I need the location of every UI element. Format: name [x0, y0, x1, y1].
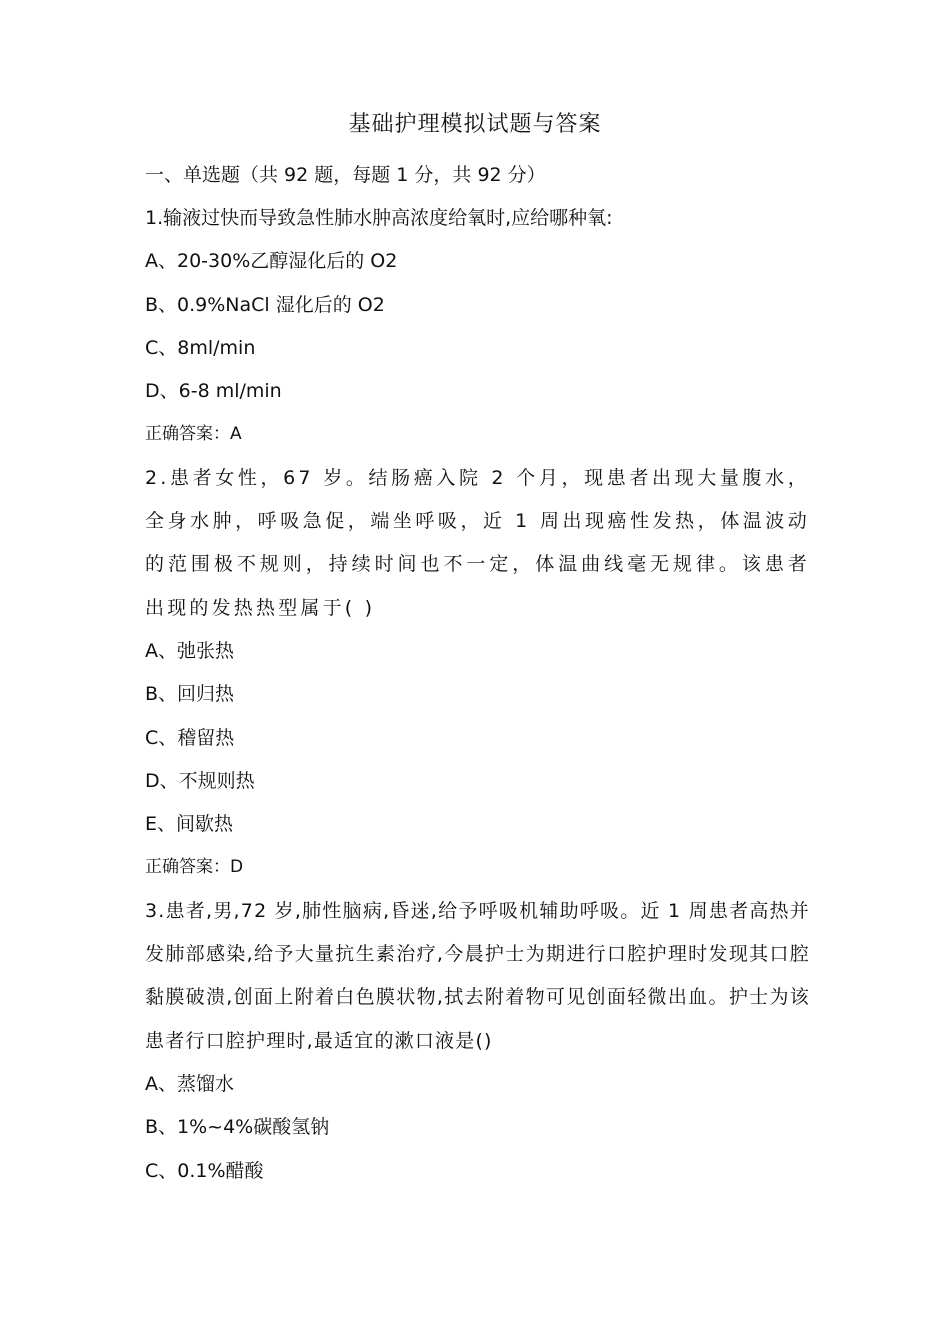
option-b: B、回归热	[145, 683, 235, 706]
question-3	[145, 890, 810, 1193]
document-body	[145, 157, 810, 1193]
option-e: E、间歇热	[145, 813, 234, 836]
question-stem: 1.输液过快而导致急性肺水肿高浓度给氧时,应给哪种氧:	[145, 207, 613, 229]
option-c: C、0.1%醋酸	[145, 1159, 264, 1182]
question-stem: 3.患者,男,72 岁,肺性脑病,昏迷,给予呼吸机辅助呼吸。近 1 周患者高热并发肺部感染,给予大量抗生素治疗,今晨护士为期进行口腔护理时发现其口腔黏膜破溃,创面上附着白色膜状物,拭去附着物可见创面轻微出血。护士为该患者行口腔护理时,最适宜的漱口液是()	[145, 899, 810, 1052]
section-heading: 一、单选题（共 92 题，每题 1 分，共 92 分）	[145, 164, 546, 186]
option-b: B、0.9%NaCl 湿化后的 O2	[145, 293, 385, 316]
option-d: D、6-8 ml/min	[145, 380, 282, 403]
question-1	[145, 197, 810, 457]
question-stem: 2.患者女性，67 岁。结肠癌入院 2 个月，现患者出现大量腹水，全身水肿，呼吸急促，端坐呼吸，近 1 周出现癌性发热，体温波动的范围极不规则，持续时间也不一定，体温曲线毫无规律。该患者出现的发热热型属于( )	[145, 466, 810, 619]
option-d: D、不规则热	[145, 769, 255, 792]
correct-answer: 正确答案：D	[145, 857, 244, 878]
page-title: 基础护理模拟试题与答案	[348, 112, 602, 137]
question-2	[145, 457, 810, 890]
option-c: C、8ml/min	[145, 336, 256, 359]
option-a: A、20-30%乙醇湿化后的 O2	[145, 250, 398, 273]
option-a: A、蒸馏水	[145, 1072, 234, 1095]
option-b: B、1%~4%碳酸氢钠	[145, 1116, 330, 1139]
correct-answer: 正确答案：A	[145, 424, 242, 445]
option-c: C、稽留热	[145, 726, 235, 749]
option-a: A、弛张热	[145, 639, 234, 662]
